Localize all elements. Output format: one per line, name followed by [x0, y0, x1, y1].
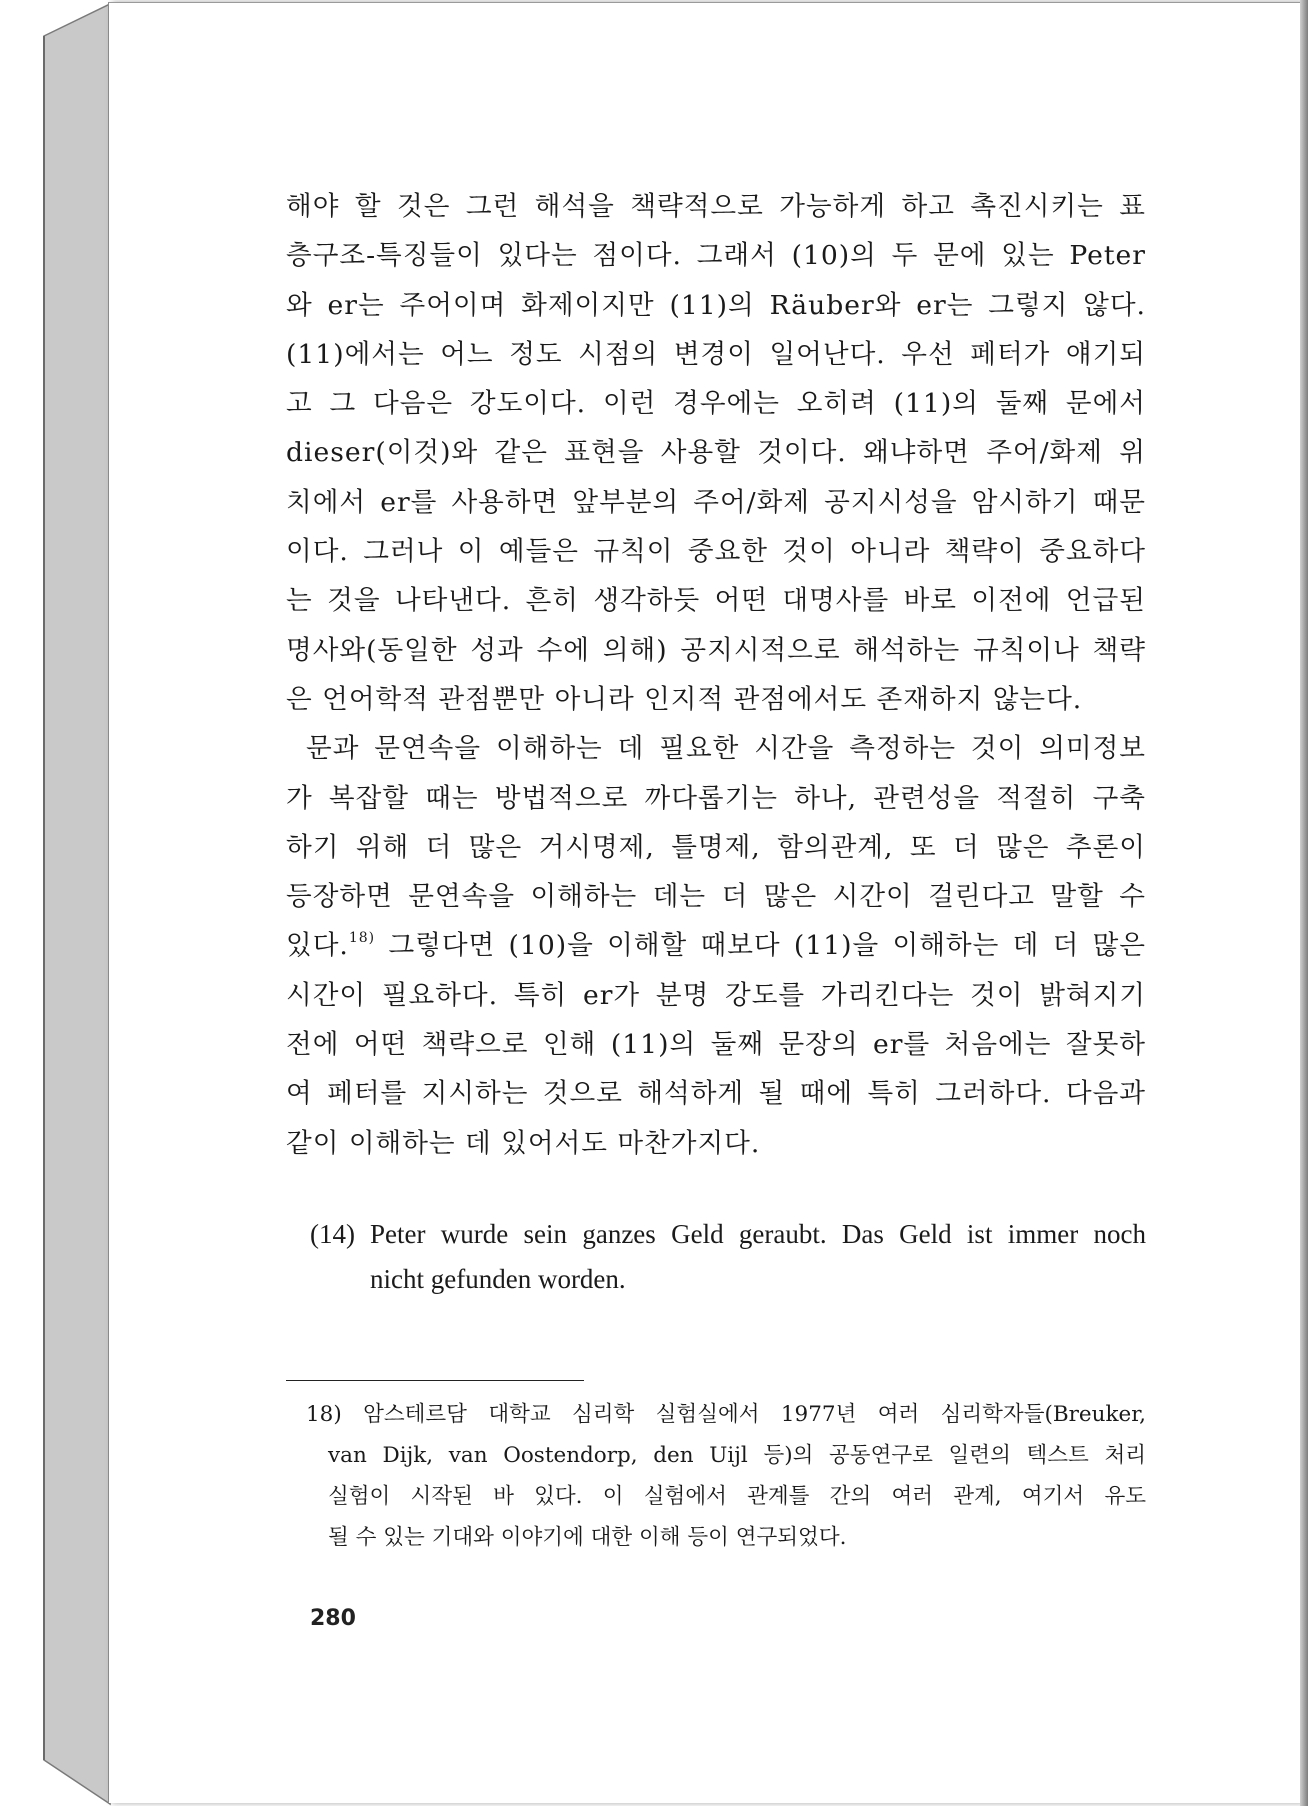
footnote-reference: 18) [348, 930, 376, 947]
body-line: 는 것을 나타낸다. 흔히 생각하듯 어떤 대명사를 바로 이전에 언급된 [286, 585, 1146, 617]
body-line: 고 그 다음은 강도이다. 이런 경우에는 오히려 (11)의 둘째 문에서 [286, 388, 1146, 420]
footnote-18 [306, 1394, 1146, 1558]
footnote-line: 실험이 시작된 바 있다. 이 실험에서 관계틀 간의 여러 관계, 여기서 유도 [328, 1484, 1146, 1509]
example-line: Peter wurde sein ganzes Geld geraubt. Das Geld ist immer noch [370, 1219, 1146, 1249]
body-line: 가 복잡할 때는 방법적으로 까다롭기는 하나, 관련성을 적절히 구축 [286, 782, 1146, 814]
body-line: 치에서 er를 사용하면 앞부분의 주어/화제 공지시성을 암시하기 때문 [286, 486, 1146, 518]
body-line-rest: 그렇다면 (10)을 이해할 때보다 (11)을 이해하는 데 더 많은 [388, 930, 1146, 962]
body-line: 전에 어떤 책략으로 인해 (11)의 둘째 문장의 er를 처음에는 잘못하 [286, 1029, 1146, 1061]
body-line-start: 있다. [286, 930, 349, 962]
footnote-line: van Dijk, van Oostendorp, den Uijl 등)의 공동연구로 일련의 텍스트 처리 [328, 1443, 1146, 1468]
body-line: 은 언어학적 관점뿐만 아니라 인지적 관점에서도 존재하지 않는다. [286, 683, 1083, 715]
page-number: 280 [310, 1606, 356, 1631]
page-right-edge [1300, 0, 1308, 1806]
footnote-line: 될 수 있는 기대와 이야기에 대한 이해 등이 연구되었다. [328, 1525, 847, 1550]
body-line: 하기 위해 더 많은 거시명제, 틀명제, 함의관계, 또 더 많은 추론이 [286, 831, 1146, 863]
example-line: nicht gefunden worden. [370, 1264, 626, 1294]
example-text [370, 1212, 1146, 1302]
body-line: 이다. 그러나 이 예들은 규칙이 중요한 것이 아니라 책략이 중요하다 [286, 536, 1146, 568]
body-line: dieser(이것)와 같은 표현을 사용할 것이다. 왜냐하면 주어/화제 위 [286, 437, 1146, 469]
body-line: 와 er는 주어이며 화제이지만 (11)의 Räuber와 er는 그렇지 않다. [286, 289, 1146, 321]
body-line: 해야 할 것은 그런 해석을 책략적으로 가능하게 하고 촉진시키는 표 [286, 191, 1146, 222]
body-line: 명사와(동일한 성과 수에 의해) 공지시적으로 해석하는 규칙이나 책략 [286, 634, 1146, 666]
body-line: 시간이 필요하다. 특히 er가 분명 강도를 가리킨다는 것이 밝혀지기 [286, 979, 1146, 1011]
body-line: 등장하면 문연속을 이해하는 데는 더 많은 시간이 걸린다고 말할 수 [286, 881, 1146, 913]
body-line: 문과 문연속을 이해하는 데 필요한 시간을 측정하는 것이 의미정보 [306, 733, 1146, 765]
example-14 [310, 1212, 1146, 1302]
body-line: 같이 이해하는 데 있어서도 마찬가지다. [286, 1127, 761, 1159]
footnote-divider [286, 1380, 584, 1381]
example-number: (14) [310, 1219, 355, 1249]
body-line: (11)에서는 어느 정도 시점의 변경이 일어난다. 우선 페터가 얘기되 [286, 338, 1146, 370]
body-line-with-footnote [286, 921, 1146, 970]
body-line: 층구조-특징들이 있다는 점이다. 그래서 (10)의 두 문에 있는 Peter [286, 240, 1146, 272]
body-line: 여 페터를 지시하는 것으로 해석하게 될 때에 특히 그러하다. 다음과 [286, 1078, 1146, 1110]
body-paragraphs [286, 182, 1146, 1168]
footnote-line: 18) 암스테르담 대학교 심리학 실험실에서 1977년 여러 심리학자들(Breuker, [306, 1402, 1146, 1427]
